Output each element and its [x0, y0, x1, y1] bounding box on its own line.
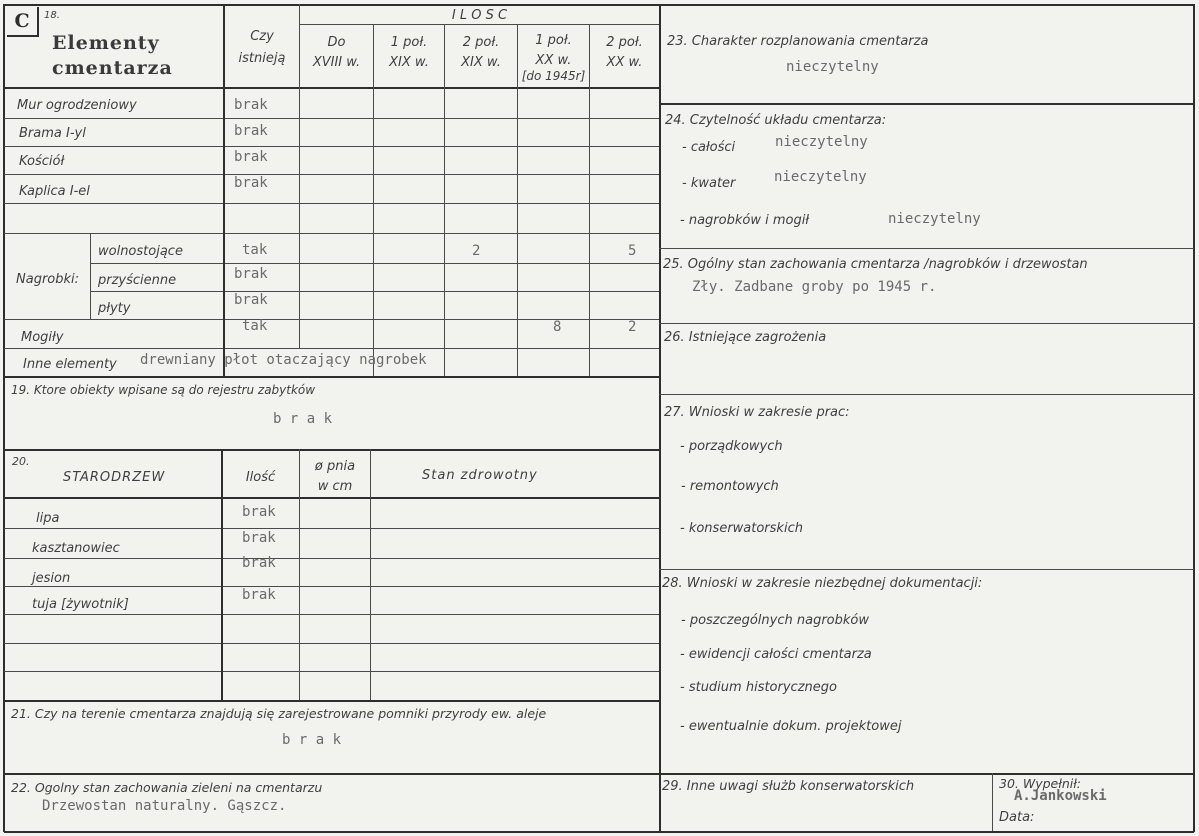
tree-4-count: brak: [242, 587, 276, 603]
row-plyty-exists: brak: [234, 292, 268, 308]
section20-col-diameter-line1: ø pnia: [314, 459, 356, 474]
row-mogily-period5: 2: [628, 319, 637, 335]
section21-value: b r a k: [282, 732, 342, 748]
col-period-1-line2: XVIII w.: [312, 55, 361, 70]
section24-nagrobkow-label: - nagrobków i mogił: [680, 213, 810, 228]
section20-col-count: Ilość: [245, 470, 276, 485]
section30-date-label: Data:: [999, 810, 1035, 825]
tree-1-name: lipa: [36, 511, 60, 526]
col-exists-line1: Czy: [250, 29, 274, 44]
section27-item-2: - remontowych: [681, 479, 779, 494]
section23-value: nieczytelny: [786, 59, 879, 75]
section25-value: Zły. Zadbane groby po 1945 r.: [692, 279, 937, 295]
row-wolnostojace-period5: 5: [628, 243, 637, 259]
section23-label: 23. Charakter rozplanowania cmentarza: [667, 34, 929, 49]
row-plyty-label: płyty: [98, 301, 131, 316]
section27-item-1: - porządkowych: [680, 439, 783, 454]
col-period-2-line2: XIX w.: [389, 55, 429, 70]
col-period-3-line2: XIX w.: [461, 55, 501, 70]
section20-number: 20.: [12, 455, 30, 468]
row-wolnostojace-exists: tak: [242, 242, 268, 258]
row-nagrobki-label: Nagrobki:: [16, 272, 80, 287]
row-kosciol-label: Kościół: [19, 154, 65, 169]
row-kaplica-label: Kaplica I-el: [19, 184, 90, 199]
section18-number: 18.: [44, 10, 60, 21]
section18-title-line2: cmentarza: [52, 57, 173, 79]
section30-signature: A.Jankowski: [1014, 788, 1107, 804]
col-period-5-line2: XX w.: [606, 55, 643, 70]
col-period-5-line1: 2 poł.: [606, 35, 643, 50]
tree-4-name: tuja [żywotnik]: [32, 597, 129, 612]
tree-2-name: kasztanowiec: [32, 541, 120, 556]
section20-col-name: STARODRZEW: [63, 470, 166, 485]
section27-item-3: - konserwatorskich: [680, 521, 803, 536]
section27-label: 27. Wnioski w zakresie prac:: [664, 405, 850, 420]
section26-label: 26. Istniejące zagrożenia: [664, 330, 827, 345]
row-wolnostojace-period3: 2: [472, 243, 481, 259]
row-mogily-period4: 8: [553, 319, 562, 335]
row-mogily-exists: tak: [242, 318, 268, 334]
section21-label: 21. Czy na terenie cmentarza znajdują się zarejestrowane pomniki przyrody ew. aleje: [11, 706, 547, 721]
section28-item-1: - poszczególnych nagrobków: [681, 613, 869, 628]
section24-kwater-value: nieczytelny: [774, 169, 867, 185]
section20-col-diameter-line2: w cm: [317, 479, 353, 494]
row-brama-exists: brak: [234, 123, 268, 139]
col-period-2-line1: 1 poł.: [390, 35, 428, 50]
row-przyscienne-exists: brak: [234, 266, 268, 282]
tree-3-count: brak: [242, 555, 276, 571]
row-kosciol-exists: brak: [234, 149, 268, 165]
section24-label: 24. Czytelność układu cmentarza:: [665, 113, 887, 128]
section28-item-3: - studium historycznego: [680, 680, 837, 695]
section30-label: 30. Wypełnił:: [999, 776, 1082, 791]
col-period-3-line1: 2 poł.: [462, 35, 500, 50]
section19-value: b r a k: [273, 411, 333, 427]
section25-label: 25. Ogólny stan zachowania cmentarza /nagrobków i drzewostan: [663, 257, 1088, 272]
row-inne-label: Inne elementy: [23, 357, 117, 372]
row-inne-value: drewniany płot otaczający nagrobek: [140, 352, 427, 368]
col-period-1-line1: Do: [327, 35, 346, 50]
row-wolnostojace-label: wolnostojące: [98, 244, 183, 259]
row-mur-exists: brak: [234, 97, 268, 113]
section28-item-2: - ewidencji całości cmentarza: [680, 647, 872, 662]
row-brama-label: Brama I-yl: [19, 126, 86, 141]
card-letter-box: [7, 7, 39, 37]
tree-1-count: brak: [242, 504, 276, 520]
section28-item-4: - ewentualnie dokum. projektowej: [680, 719, 902, 734]
section24-kwater-label: - kwater: [682, 176, 736, 191]
col-exists-line2: istnieją: [238, 51, 286, 66]
card-letter: C: [14, 10, 30, 32]
tree-2-count: brak: [242, 530, 276, 546]
row-kaplica-exists: brak: [234, 175, 268, 191]
row-przyscienne-label: przyścienne: [98, 273, 177, 288]
section18-title-line1: Elementy: [52, 32, 160, 54]
col-period-4-line3: [do 1945r]: [521, 69, 586, 83]
section24-nagrobkow-value: nieczytelny: [888, 211, 981, 227]
col-period-4-line1: 1 poł.: [535, 33, 572, 48]
row-mur-label: Mur ogrodzeniowy: [17, 98, 137, 113]
section19-label: 19. Ktore obiekty wpisane są do rejestru zabytków: [11, 383, 316, 397]
row-mogily-label: Mogiły: [21, 330, 64, 345]
section24-calosci-value: nieczytelny: [775, 134, 868, 150]
section22-label: 22. Ogolny stan zachowania zieleni na cmentarzu: [11, 780, 323, 795]
section24-calosci-label: - całości: [682, 140, 736, 155]
col-period-4-line2: XX w.: [535, 53, 572, 68]
section29-label: 29. Inne uwagi służb konserwatorskich: [662, 779, 915, 794]
section22-value: Drzewostan naturalny. Gąszcz.: [42, 798, 287, 814]
section28-label: 28. Wnioski w zakresie niezbędnej dokumentacji:: [662, 576, 983, 591]
tree-3-name: jesion: [32, 571, 71, 586]
col-ilosc-header: I L O S C: [451, 8, 508, 23]
section20-col-health: Stan zdrowotny: [422, 468, 538, 483]
